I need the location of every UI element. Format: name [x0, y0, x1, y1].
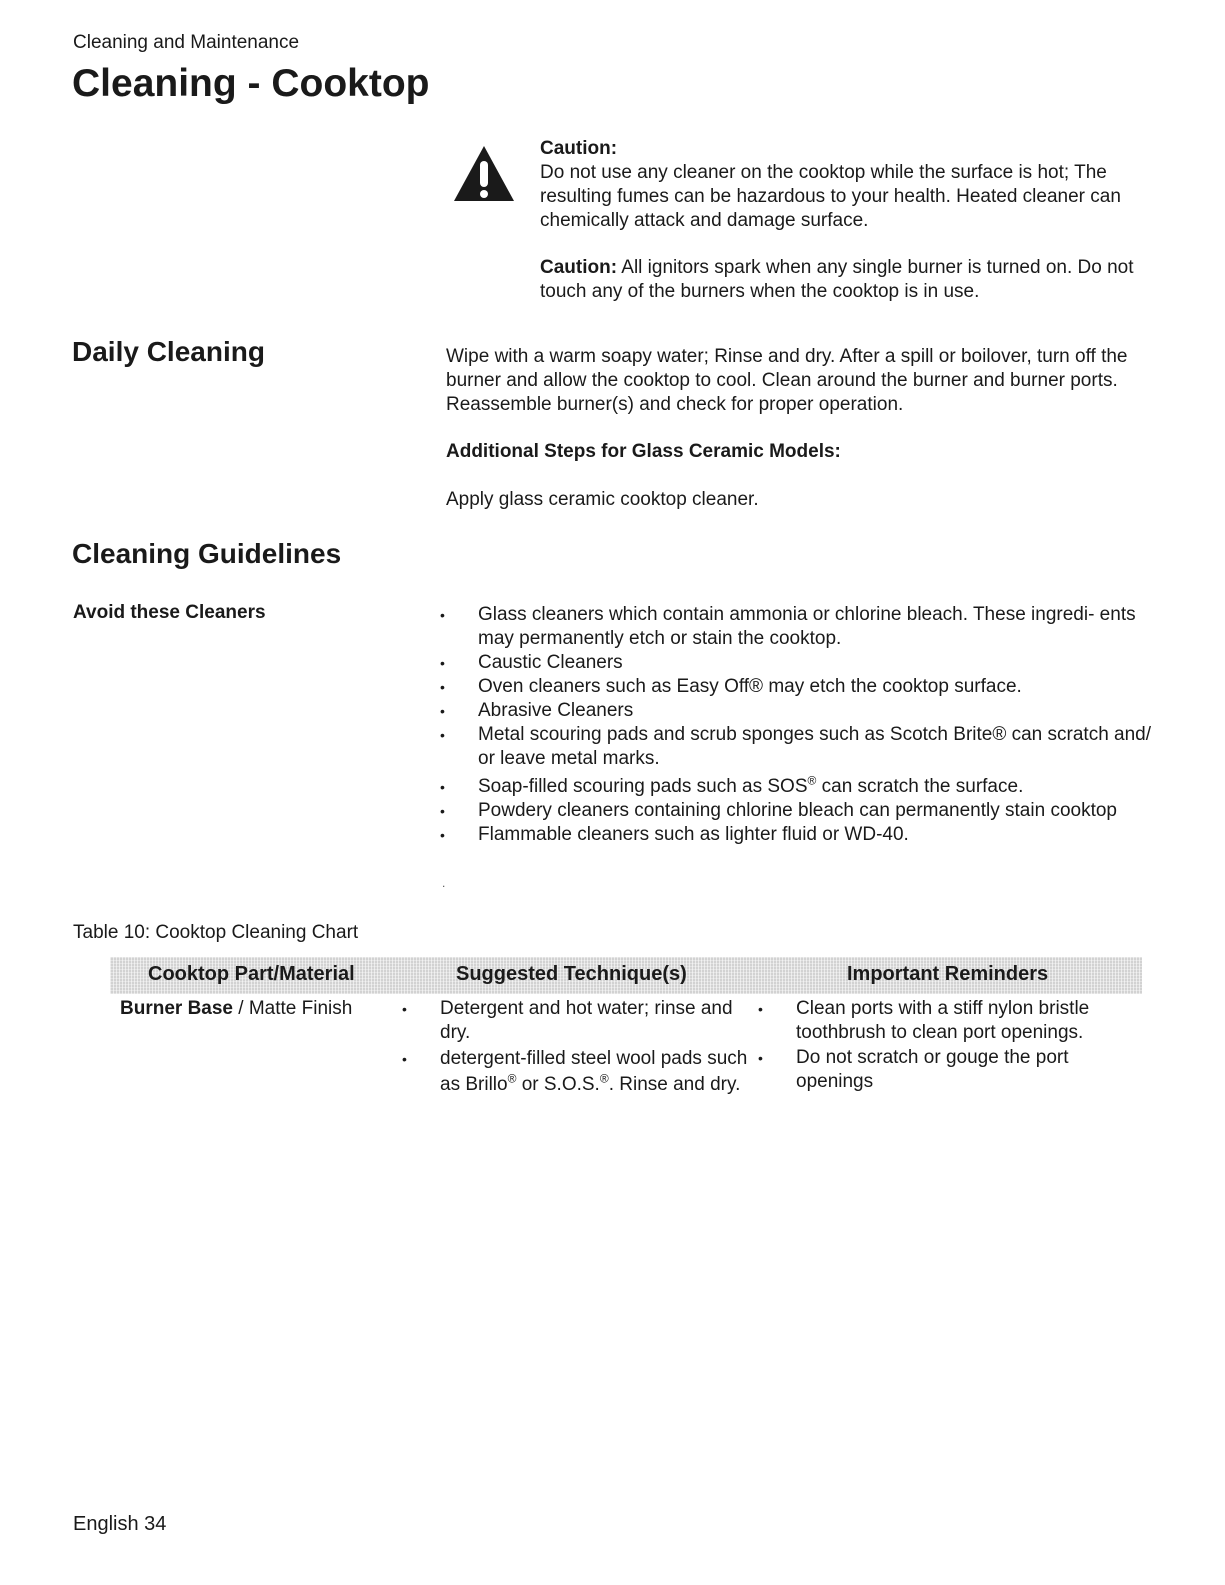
list-item: • Clean ports with a stiff nylon bristle toothbrush to clean port openings. — [758, 997, 1148, 1045]
column-header-part: Cooktop Part/Material — [148, 963, 355, 985]
daily-cleaning-heading: Daily Cleaning — [72, 336, 265, 367]
list-item: • Oven cleaners such as Easy Off® may etch the cooktop surface. — [440, 675, 1160, 699]
part-finish: / Matte Finish — [233, 998, 353, 1019]
list-item: • Glass cleaners which contain ammonia or chlorine bleach. These ingredi- ents may permanently etch or stain the cooktop. — [440, 603, 1160, 651]
caution-ignitors — [540, 256, 1140, 304]
part-name: Burner Base — [120, 998, 233, 1019]
list-item: • Do not scratch or gouge the port openings — [758, 1046, 1148, 1094]
registered-mark: ® — [599, 1071, 609, 1086]
list-item — [402, 1046, 752, 1098]
list-item — [440, 775, 1160, 799]
column-header-technique: Suggested Technique(s) — [456, 963, 687, 985]
list-item-text: . Rinse and dry. — [608, 1074, 741, 1095]
caution-hot-surface — [540, 137, 1150, 233]
avoid-cleaners-list — [440, 603, 1160, 847]
stray-mark: . — [442, 876, 446, 890]
list-item: • Detergent and hot water; rinse and dry. — [402, 997, 752, 1045]
caution-title: Caution: — [540, 257, 618, 278]
avoid-cleaners-label: Avoid these Cleaners — [73, 602, 266, 623]
list-item-text: detergent-filled steel wool pads such as Brillo — [440, 1048, 748, 1095]
list-item-text: Soap-filled scouring pads such as SOS — [478, 776, 808, 797]
table-cell-reminders — [758, 997, 1148, 1095]
column-header-reminders: Important Reminders — [847, 963, 1049, 985]
list-item: • Abrasive Cleaners — [440, 699, 1160, 723]
glass-ceramic-subheading: Additional Steps for Glass Ceramic Models: — [446, 441, 841, 462]
caution-title: Caution: — [540, 138, 618, 159]
caution-text: All ignitors spark when any single burner is turned on. Do not touch any of the burners when the cooktop is in use. — [540, 257, 1134, 302]
list-item-text: or S.O.S. — [516, 1074, 600, 1095]
list-item: • Powdery cleaners containing chlorine bleach can permanently stain cooktop — [440, 799, 1160, 823]
list-item: • Metal scouring pads and scrub sponges such as Scotch Brite® can scratch and/ or leave metal marks. — [440, 723, 1160, 771]
cleaning-guidelines-heading: Cleaning Guidelines — [72, 538, 342, 569]
table-header — [110, 957, 1142, 994]
table-cell-part — [120, 997, 352, 1021]
list-item: • Flammable cleaners such as lighter fluid or WD-40. — [440, 823, 1160, 847]
daily-cleaning-text: Wipe with a warm soapy water; Rinse and dry. After a spill or boilover, turn off the burner and allow the cooktop to cool. Clean around the burner and burner ports. Reassemble burner(s) and check for proper operation. — [446, 346, 1128, 415]
registered-mark: ® — [807, 773, 817, 788]
section-label: Cleaning and Maintenance — [73, 32, 300, 53]
list-item-text: can scratch the surface. — [816, 776, 1024, 797]
warning-icon — [452, 143, 516, 203]
caution-text: Do not use any cleaner on the cooktop while the surface is hot; The resulting fumes can be hazardous to your health. Heated cleaner can chemically attack and damage surface. — [540, 162, 1121, 231]
registered-mark: ® — [507, 1071, 517, 1086]
glass-ceramic-text: Apply glass ceramic cooktop cleaner. — [446, 489, 759, 510]
page-number: English 34 — [73, 1513, 167, 1535]
list-item: • Caustic Cleaners — [440, 651, 1160, 675]
table-caption: Table 10: Cooktop Cleaning Chart — [73, 922, 359, 943]
table-cell-technique — [402, 997, 752, 1099]
page-title: Cleaning - Cooktop — [72, 62, 430, 105]
